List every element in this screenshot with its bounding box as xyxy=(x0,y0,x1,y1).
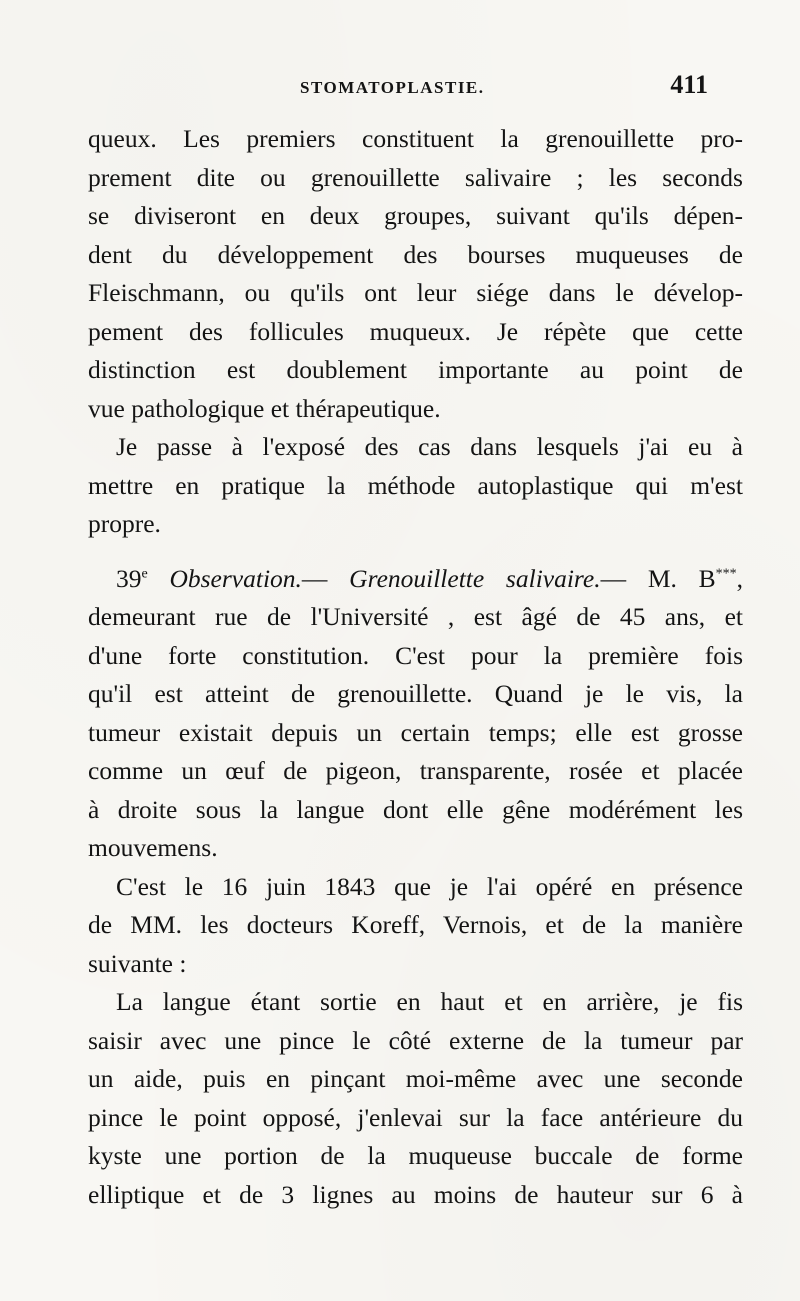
body-text xyxy=(88,120,743,1214)
text-line: comme un œuf de pigeon, transparente, rosée et placée xyxy=(88,756,743,785)
text-line: qu'il est atteint de grenouillette. Quand je le vis, la xyxy=(88,679,743,708)
text-line: prement dite ou grenouillette salivaire ; les seconds xyxy=(88,162,743,192)
text-line: demeurant rue de l'Université , est âgé de 45 ans, et xyxy=(88,602,743,631)
observation-number: 39e xyxy=(116,563,148,593)
text-line: saisir avec une pince le côté externe de la tumeur par xyxy=(88,1025,743,1055)
text-line: queux. Les premiers constituent la grenouillette pro- xyxy=(88,124,743,153)
text-line: un aide, puis en pinçant moi-même avec une seconde xyxy=(88,1064,743,1093)
observation-heading-line: 39e Observation.— Grenouillette salivaire.— M. B***, xyxy=(116,563,744,593)
text-line: distinction est doublement importante au point de xyxy=(88,355,743,384)
paragraph xyxy=(88,983,743,1214)
text-line: à droite sous la langue dont elle gêne modérément les xyxy=(88,794,743,824)
text-line: kyste une portion de la muqueuse buccale de forme xyxy=(88,1141,743,1170)
running-head xyxy=(0,70,800,110)
text-line: vue pathologique et thérapeutique. xyxy=(88,393,441,423)
text-line: Je passe à l'exposé des cas dans lesquels j'ai eu à xyxy=(116,432,743,461)
text-line: pince le point opposé, j'enlevai sur la face antérieure du xyxy=(88,1102,743,1132)
text-line: La langue étant sortie en haut et en arrière, je fis xyxy=(116,987,743,1016)
text-line: pement des follicules muqueux. Je répète que cette xyxy=(88,316,743,346)
observation-paragraph xyxy=(88,560,743,868)
text-line: mouvemens. xyxy=(88,833,218,862)
text-line: se diviseront en deux groupes, suivant qu'ils dépen- xyxy=(88,201,743,230)
observation-subtitle: Grenouillette salivaire. xyxy=(349,563,601,593)
page-number: 411 xyxy=(670,70,708,99)
text-line: dent du développement des bourses muqueuses de xyxy=(88,239,743,269)
text-line: de MM. les docteurs Koreff, Vernois, et de la manière xyxy=(88,910,743,939)
text-line: suivante : xyxy=(88,948,187,978)
paragraph xyxy=(88,428,743,544)
observation-title: Observation. xyxy=(169,563,302,593)
paragraph xyxy=(88,868,743,984)
text-line: elliptique et de 3 lignes au moins de hauteur sur 6 à xyxy=(88,1179,743,1209)
em-dash: — xyxy=(600,563,627,593)
text-line: mettre en pratique la méthode autoplastique qui m'est xyxy=(88,470,743,500)
running-title: STOMATOPLASTIE. xyxy=(300,78,485,97)
text-line: Fleischmann, ou qu'ils ont leur siége dans le dévelop- xyxy=(88,278,743,307)
text-line: tumeur existait depuis un certain temps; elle est grosse xyxy=(88,717,743,747)
text-line: C'est le 16 juin 1843 que je l'ai opéré en présence xyxy=(116,871,743,901)
em-dash: — xyxy=(301,563,328,593)
patient-name: M. B*** xyxy=(647,563,737,593)
text-line: d'une forte constitution. C'est pour la première fois xyxy=(88,640,743,670)
text-line: propre. xyxy=(88,509,161,538)
paragraph-continuation xyxy=(88,120,743,428)
